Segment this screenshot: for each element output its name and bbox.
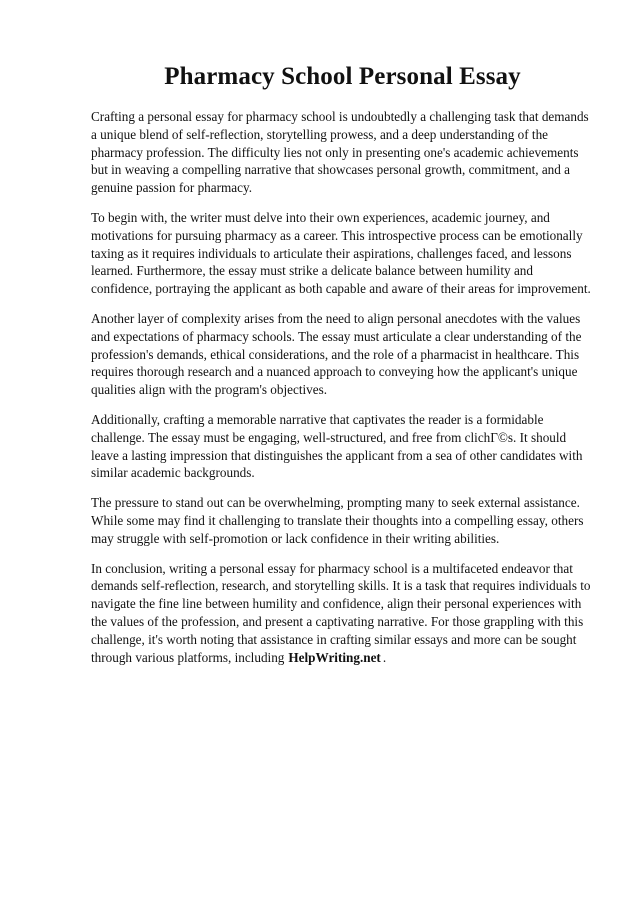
document-title: Pharmacy School Personal Essay: [164, 63, 521, 90]
body-paragraph-2: To begin with, the writer must delve into their own experiences, academic journey, and motivations for pursuing pharmacy as a career. This introspective process can be emotionally taxing as it requires individuals to articulate their aspirations, challenges faced, and lessons learned. Furthermore, the essay must strike a delicate balance between humility and confidence, portraying the applicant as both capable and aware of their areas for improvement.: [91, 209, 591, 297]
body-paragraph-5: The pressure to stand out can be overwhelming, prompting many to seek external assistance. While some may find it challenging to translate their thoughts into a compelling essay, others may struggle with self-promotion or lack confidence in their writing abilities.: [91, 495, 584, 546]
body-paragraph-3: Another layer of complexity arises from the need to align personal anecdotes with the values and expectations of pharmacy schools. The essay must articulate a clear understanding of the profession's demands, ethical considerations, and the role of a pharmacist in healthcare. This requires thorough research and a nuanced approach to conveying how the applicant's unique qualities align with the program's objectives.: [91, 310, 582, 398]
body-paragraph-1: Crafting a personal essay for pharmacy school is undoubtedly a challenging task that demands a unique blend of self-reflection, storytelling prowess, and a deep understanding of the pharmacy profession. The difficulty lies not only in presenting one's academic achievements but in weaving a compelling narrative that showcases personal growth, commitment, and a genuine passion for pharmacy.: [91, 109, 589, 196]
conclusion-paragraph: [91, 560, 594, 667]
conclusion-text: In conclusion, writing a personal essay for pharmacy school is a multifaceted endeavor that demands self-reflection, research, and storytelling skills. It is a task that requires individuals to navigate the fine line between humility and confidence, align their personal experiences with the values of the profession, and present a captivating narrative. For those grappling with this challenge, it's worth noting that assistance in crafting similar essays and more can be sought through various platforms, including: [91, 560, 591, 665]
conclusion-end-punctuation: .: [382, 649, 387, 665]
helpwriting-link[interactable]: HelpWriting.net: [288, 649, 381, 665]
body-paragraph-4: Additionally, crafting a memorable narrative that captivates the reader is a formidable challenge. The essay must be engaging, well-structured, and free from clichГ©s. It should leave a lasting impression that distinguishes the applicant from a sea of other candidates with similar academic backgrounds.: [91, 411, 583, 481]
